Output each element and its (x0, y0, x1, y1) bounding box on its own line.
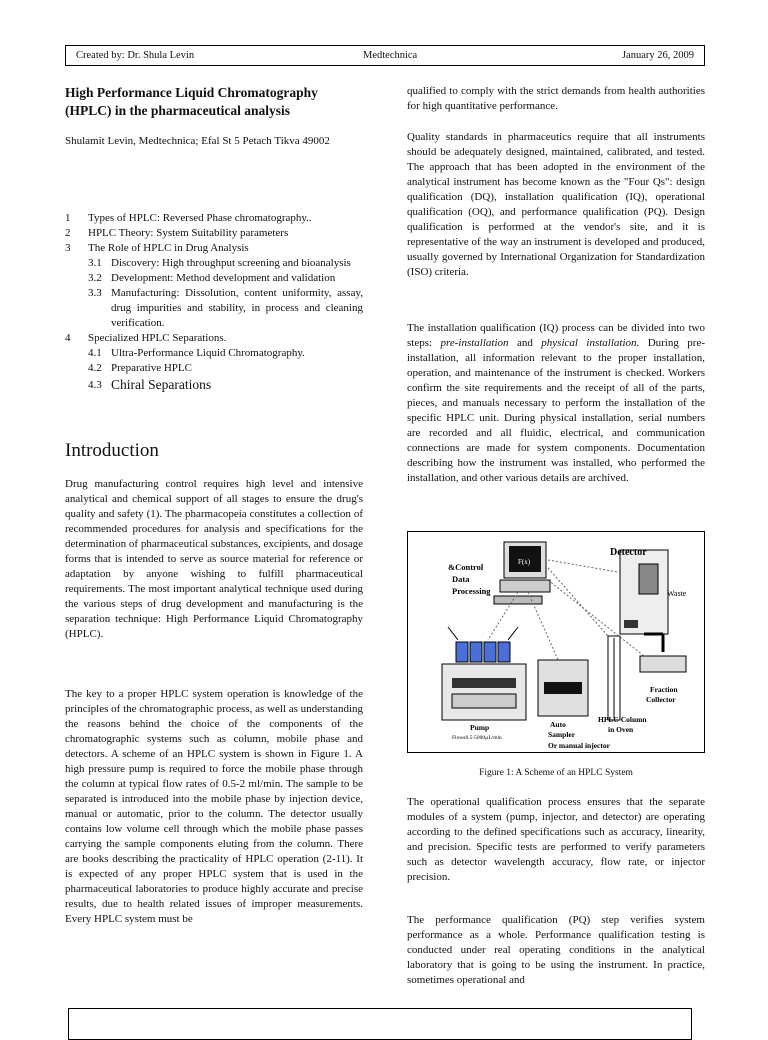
svg-text:Flows0.5-5000µL/min: Flows0.5-5000µL/min (452, 735, 502, 741)
toc-item: 3.1 Discovery: High throughput screening and bioanalysis (88, 257, 351, 269)
svg-text:Fraction: Fraction (650, 685, 678, 694)
article-title: High Performance Liquid Chromatography (HPLC) in the pharmaceutical analysis (65, 85, 318, 118)
svg-text:Detector: Detector (610, 547, 647, 558)
svg-text:Processing: Processing (452, 586, 491, 596)
toc-item: 2 HPLC Theory: System Suitability parameters (65, 227, 289, 239)
right-paragraph-4: The performance qualification (PQ) step verifies system performance as a whole. Performance qualification testing is conducted under real operating conditions in the analytical laboratory that is going to be using the instrument. In practice, sometimes operational and (407, 914, 705, 986)
header-company: Medtechnica (363, 50, 418, 61)
keyboard-icon (494, 596, 542, 604)
svg-text:HPLC Column: HPLC Column (598, 715, 647, 724)
svg-text:Data: Data (452, 574, 470, 584)
svg-text:&Control: &Control (448, 562, 484, 572)
pump-icon (442, 664, 526, 720)
toc-item: 3.2 Development: Method development and validation (88, 272, 336, 284)
page-header (65, 45, 705, 66)
toc-item: 3 The Role of HPLC in Drug Analysis (65, 242, 249, 254)
svg-text:Auto: Auto (550, 720, 566, 729)
svg-text:Waste: Waste (667, 589, 687, 598)
intro-paragraph-1: Drug manufacturing control requires high level and intensive analytical and chemical support of all stages to ensure the drug's quality and safety (1). The pharmacopeia constitutes a collection of recommended procedures for analysis and specifications for the determination of pharmaceutical substances, excipients, and dosage forms that is intended to serve as source material for reference or adaptation by anyone wishing to fulfill pharmaceutical requirements. The most important analytical technique used during the various steps of drug development and manufacturing is the separation technique: High Performance Liquid Chromatography (HPLC). (65, 478, 363, 640)
affiliation: Shulamit Levin, Medtechnica; Efal St 5 Petach Tikva 49002 (65, 135, 330, 147)
header-date: January 26, 2009 (621, 50, 694, 61)
toc-item: 1 Types of HPLC: Reversed Phase chromatography.. (65, 212, 312, 224)
svg-text:Or manual injector: Or manual injector (548, 741, 610, 750)
right-paragraph-1: Quality standards in pharmaceutics require that all instruments should be adequately designed, maintained, calibrated, and tested. The approach that has been adopted in the environment of the analytical instrument has become known as the "Four Qs": design qualification (DQ), installation qualification (IQ), operational qualification (OQ), and performance qualification (PQ). Design qualification is performed at the vendor's site, and it is representative of the way an instrument is developed and produced, usually governed by International Organization for Standardization (ISO) criteria. (407, 131, 705, 278)
hplc-scheme-figure (407, 531, 705, 753)
section-heading-introduction: Introduction (65, 440, 159, 461)
fraction-collector-icon (640, 656, 686, 672)
right-paragraph-3: The operational qualification process ensures that the separate modules of a system (pump, injector, and detector) are operating according to the defined specifications such as accuracy, linearity, and precision. Specific tests are performed to verify parameters such as detector wavelength accuracy, flow rate, or injector precision. (407, 796, 705, 883)
intro-paragraph-2: The key to a proper HPLC system operation is knowledge of the principles of the chromatographic process, as well as understanding the reasons behind the choice of the components of the chromatographic systems such as column, mobile phase and detectors. A scheme of an HPLC system is shown in Figure 1. A high pressure pump is required to force the mobile phase through the column at typical flow rates of 0.5-2 ml/min. The sample to be separated is introduced into the mobile phase by injection device, manual or automatic, prior to the column. The detector usually contains low volume cell through which the mobile phase passes carrying the sample components eluting from the column. There are books describing the practicality of HPLC operation (2-11). It is expected of any proper HPLC system that is used in the pharmaceutical laboratories to produce highly accurate and precise results, due to health related issues of improper measurements. Every HPLC system must be (65, 688, 363, 925)
solvent-bottles-icon (448, 627, 518, 662)
toc-item: 4.3 Chiral Separations (88, 377, 212, 392)
toc-item: 4.1 Ultra-Performance Liquid Chromatography. (88, 347, 305, 359)
toc-item: 4.2 Preparative HPLC (88, 362, 192, 374)
svg-text:in Oven: in Oven (608, 725, 634, 734)
figure-caption: Figure 1: A Scheme of an HPLC System (479, 768, 633, 778)
right-paragraph-2: The installation qualification (IQ) process can be divided into two steps: pre-installation and physical installation. During pre-installation, all information relevant to the proper installation, operation, and maintenance of the instrument is checked. Workers confirm the site requirements and the receipt of all of the parts, pieces, and manuals necessary to perform the installation of the specific HPLC unit. During physical installation, serial numbers are recorded and all fluidic, electrical, and communication connections are made for system components. Documentation describing how the instrument was installed, who performed the installation, and other various details are archived. (407, 322, 706, 484)
toc-item: 4 Specialized HPLC Separations. (65, 332, 227, 344)
right-paragraph-0: qualified to comply with the strict demands from health authorities for high quantitative performance. (407, 85, 705, 112)
table-of-contents (65, 211, 363, 394)
svg-text:Collector: Collector (646, 695, 676, 704)
toc-item: 3.3 Manufacturing: Dissolution, content uniformity, assay, drug impurities and stability, in process and cleaning verification. (88, 287, 363, 329)
header-author: Created by: Dr. Shula Levin (76, 50, 195, 61)
footer-box (68, 1008, 692, 1040)
svg-text:Pump: Pump (470, 723, 490, 732)
computer-case-icon (500, 580, 550, 592)
svg-text:F(x): F(x) (518, 558, 531, 566)
svg-text:Sampler: Sampler (548, 730, 576, 739)
